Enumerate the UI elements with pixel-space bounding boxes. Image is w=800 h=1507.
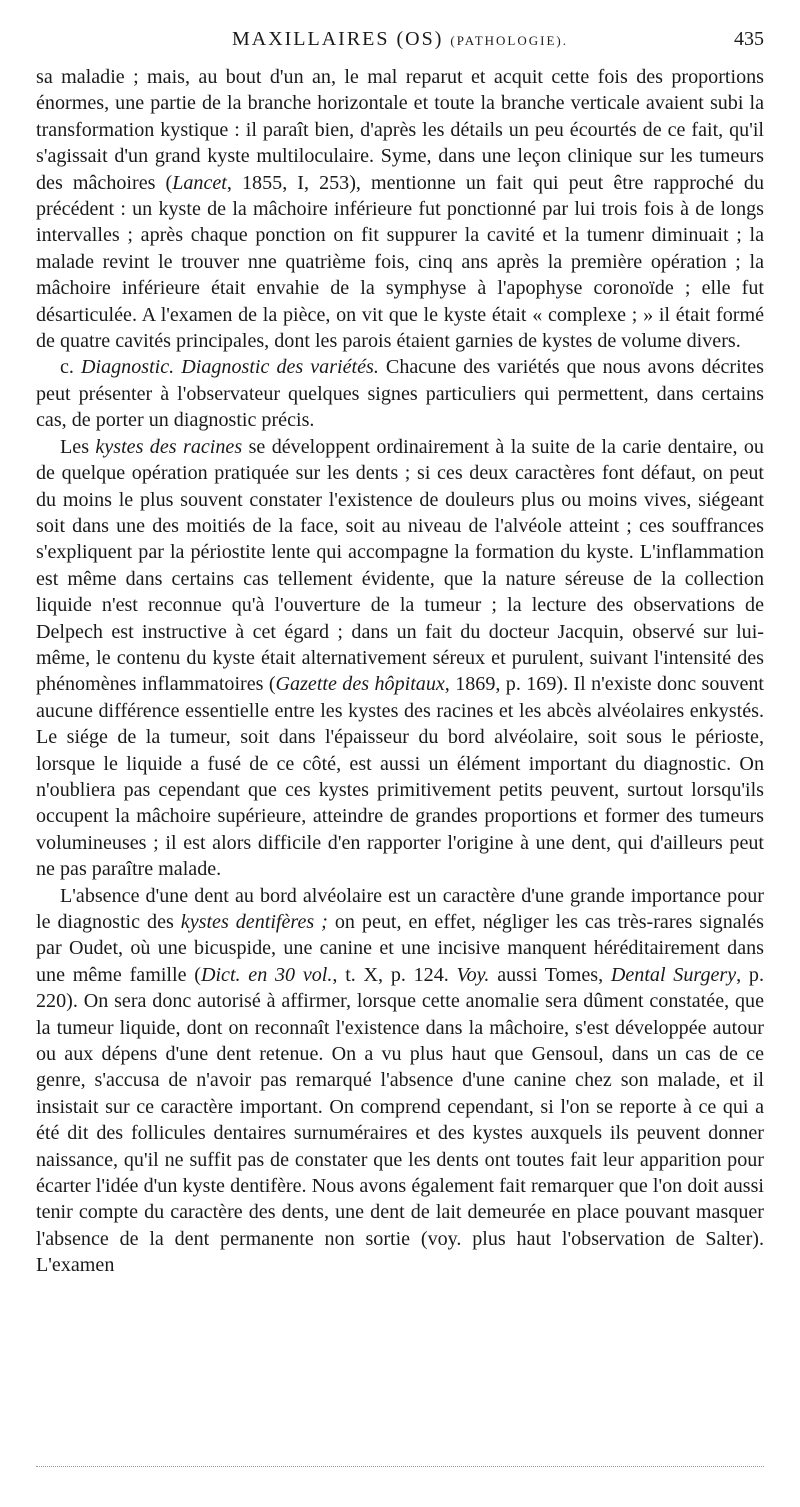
paragraph-2-heading: Diagnostic. Diagnostic des variétés. [80, 356, 379, 379]
page-number: 435 [734, 28, 764, 50]
paragraph-3-text-e: , 1869, p. 169). Il n'existe donc souvent aucune différence essentielle entre les kystes des racines et les abcès alvéolaires enkystés. Le siége de la tumeur, soit dans l'épaisseur du bord alvéolaire, soit sous le périoste, lorsque le liquide a fusé de ce côté, est aussi un élément important du diagnostic. On n'oubliera pas cependant que ces kystes primitivement petits peuvent, surtout lorsqu'ils occupent la mâchoire supérieure, atteindre de grandes proportions et former des tumeurs volumineuses ; il est alors difficile d'en rapporter l'origine à une dent, qui d'ailleurs peut ne pas paraître malade. [36, 673, 765, 881]
paragraph-4-text-a: L'absence d'une dent au bord alvéolaire est un caractère d'une grande importance pour le diagnostic des [36, 884, 764, 933]
paragraph-4-text-g: aussi Tomes, [489, 963, 611, 986]
paragraph-4-voy: Voy. [456, 963, 490, 986]
paragraph-4 [36, 883, 764, 1279]
paragraph-3-text-a: Les [60, 435, 96, 458]
body-text [36, 64, 764, 1279]
paragraph-1-text-c: , 1855, I, 253), mentionne un fait qui peut être rapproché du précédent : un kyste de la mâchoire inférieure fut ponctionné par lui trois fois à de longs intervalles ; après chaque ponction on fit suppurer la cavité et la tumenr diminuait ; la malade revint le trouver nne quatrième fois, cinq ans après la première opération ; la mâchoire inférieure était envahie de la symphyse à l'apophyse coronoïde ; elle fut désarticulée. A l'examen de la pièce, on vit que le kyste était « complexe ; » il était formé de quatre cavités principales, dont les parois étaient garnies de kystes de volume divers. [36, 171, 764, 353]
running-header [36, 28, 764, 58]
paragraph-4-citation-dental: Dental Surgery [610, 963, 737, 986]
paragraph-2 [36, 354, 764, 433]
paragraph-4-term: kystes dentifères ; [180, 911, 328, 933]
paragraph-4-citation-dict: Dict. en 30 vol. [200, 963, 333, 986]
paragraph-3-text-c: se développent ordinairement à la suite de la carie dentaire, ou de quelque opération pratiquée sur les dents ; si ces deux caractères font défaut, on peut du moins le plus souvent constater l'existence de douleurs plus ou moins vives, siégeant soit dans une des moitiés de la face, soit au niveau de l'alvéole atteint ; ces souffrances s'expliquent par la périostite lente qui accompagne la formation du kyste. L'inflammation est même dans certains cas tellement évidente, que la nature séreuse de la collection liquide n'est reconnue qu'à l'ouverture de la tumeur ; la lecture des observations de Delpech est instructive à cet égard ; dans un fait du docteur Jacquin, observé sur lui-même, le contenu du kyste était alternativement séreux et purulent, suivant l'intensité des phénomènes inflammatoires ( [36, 435, 764, 696]
paragraph-3-term: kystes des racines [95, 435, 243, 458]
paragraph-4-text-c: on peut, en effet, négliger les cas très-rares signalés par Oudet, où une bicuspide, une canine et une incisive manquent héréditairement dans une même famille ( [36, 911, 764, 986]
paragraph-3 [36, 434, 764, 883]
header-title-sub: (PATHOLOGIE). [450, 33, 569, 48]
paragraph-4-text-i: , p. 220). On sera donc autorisé à affirmer, lorsque cette anomalie sera dûment constatée, que la tumeur liquide, dont on reconnaît l'existence dans la mâchoire, s'est développée autour ou aux dépens d'une dent retenue. On a vu plus haut que Gensoul, dans un cas de ce genre, s'accusa de n'avoir pas remarqué l'absence d'une canine chez son malade, et il insistait sur ce caractère important. On comprend cependant, si l'on se reporte à ce qui a été dit des follicules dentaires surnuméraires et des kystes auxquels ils peuvent donner naissance, qu'il ne suffit pas de constater que les dents ont toutes fait leur apparition pour écarter l'idée d'un kyste dentifère. Nous avons également fait remarquer que l'on doit aussi tenir compte du caractère des dents, une dent de lait demeurée en place pouvant masquer l'absence de la dent permanente non sortie (voy. plus haut l'observation de Salter). L'examen [36, 963, 764, 1277]
paragraph-4-text-e: , t. X, p. 124. [332, 963, 457, 986]
header-title [36, 28, 764, 51]
paragraph-1-citation: Lancet [172, 171, 227, 194]
paragraph-2-label: c. [60, 356, 81, 379]
paragraph-1 [36, 64, 764, 354]
paragraph-1-text-a: sa maladie ; mais, au bout d'un an, le mal reparut et acquit cette fois des proportions énormes, une partie de la branche horizontale et toute la branche verticale avaient subi la transformation kystique : il paraît bien, d'après les détails un peu écourtés de ce fait, qu'il s'agissait d'un grand kyste multiloculaire. Syme, dans une leçon clinique sur les tumeurs des mâchoires ( [36, 66, 764, 194]
footer-rule [36, 1466, 764, 1473]
paragraph-3-citation: Gazette des hôpitaux [275, 673, 445, 696]
header-title-main: MAXILLAIRES (OS) [231, 28, 444, 50]
paragraph-2-text: Chacune des variétés que nous avons décrites peut présenter à l'observateur quelques signes particuliers qui permettent, dans certains cas, de porter un diagnostic précis. [36, 356, 764, 432]
